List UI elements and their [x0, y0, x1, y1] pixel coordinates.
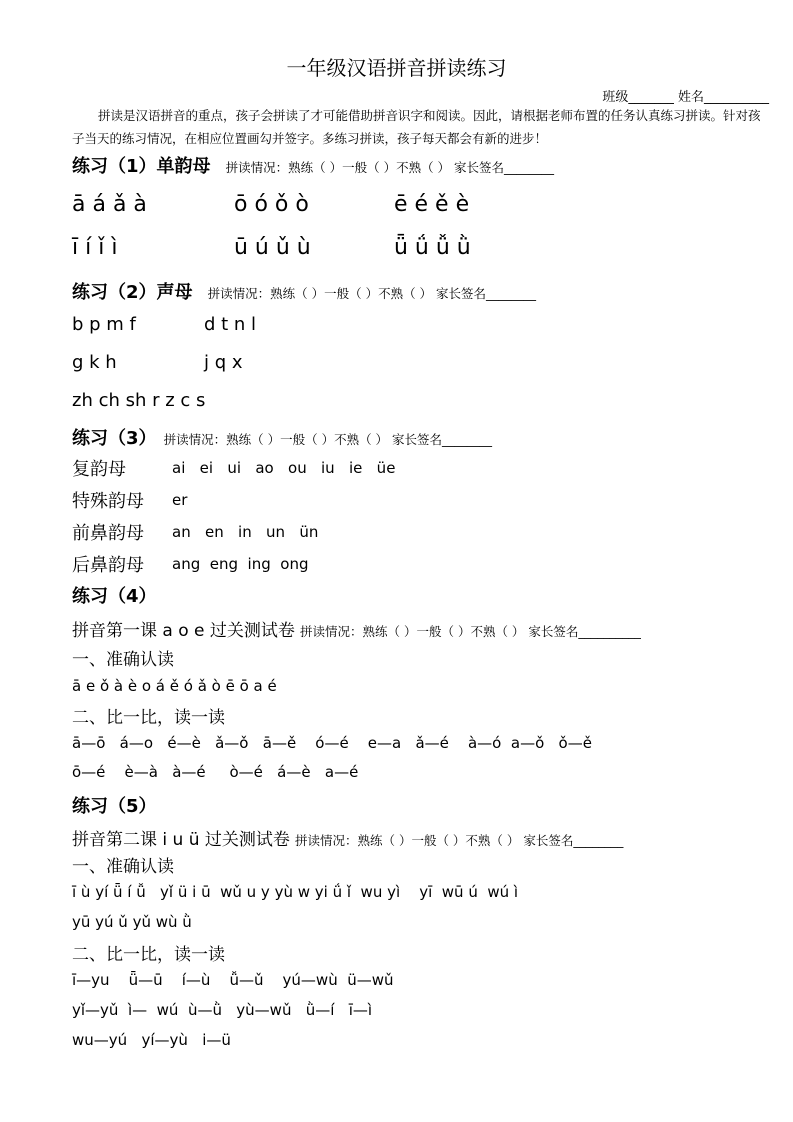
ex2-heading: 练习（2）声母: [72, 282, 193, 303]
ex1-row1-e: ē é ě è: [394, 192, 470, 217]
page-title: 一年级汉语拼音拼读练习: [286, 56, 507, 80]
ex5-part2-row1: ī—yu ǖ—ū í—ù ǚ—ǔ yú—wù ü—wǔ: [72, 971, 394, 989]
ex3-row-teshu-items: er: [172, 491, 188, 509]
intro-paragraph: 拼读是汉语拼音的重点，孩子会拼读了才可能借助拼音识字和阅读。因此，请根据老师布置的任务认真练习拼读。针对孩子当天的练习情况，在相应位置画勾并签字。多练习拼读，孩子每天都会有新的进步！: [72, 108, 761, 146]
ex3-row-houbi-label: 后鼻韵母: [72, 555, 144, 576]
ex4-test-line: [72, 616, 641, 641]
ex1-status[interactable]: 拼读情况：熟练（ ）一般（ ）不熟（ ） 家长签名________: [225, 160, 555, 175]
ex3-row-qianbi-label: 前鼻韵母: [72, 523, 144, 544]
ex4-part2-title: 二、比一比，读一读: [72, 708, 225, 728]
ex4-part2-row2: ō—é è—à à—é ò—é á—è a—é: [72, 763, 359, 781]
ex1-row1-o: ō ó ǒ ò: [234, 192, 309, 217]
ex5-part2-title: 二、比一比，读一读: [72, 945, 225, 965]
ex2-row1-b: d t n l: [204, 314, 257, 335]
ex2-row2-a: g k h: [72, 352, 117, 373]
ex1-row1-a: ā á ǎ à: [72, 192, 147, 217]
ex3-row-fuyunmu-label: 复韵母: [72, 459, 126, 480]
ex2-header: [72, 278, 536, 304]
ex3-row-houbi-items: ang eng ing ong: [172, 555, 309, 573]
ex5-part2-row3: wu—yú yí—yù i—ü: [72, 1031, 231, 1049]
ex4-part1-items: ā e ǒ à è o á ě ó ǎ ò ē ō a é: [72, 677, 277, 695]
ex4-part1-title: 一、准确认读: [72, 650, 174, 670]
ex2-row2-b: j q x: [204, 352, 243, 373]
ex3-row-qianbi-items: an en in un ün: [172, 523, 319, 541]
ex1-header: [72, 152, 554, 178]
ex3-header: [72, 424, 492, 450]
ex5-part2-row2: yǐ—yǔ ì— wú ù—ǜ yù—wǔ ǜ—í ī—ì: [72, 1001, 373, 1019]
ex4-test-title: 拼音第一课 a o e 过关测试卷: [72, 621, 295, 641]
ex1-row2-i: ī í ǐ ì: [72, 235, 118, 260]
ex2-row3: zh ch sh r z c s: [72, 390, 206, 411]
ex3-row-fuyunmu-items: ai ei ui ao ou iu ie üe: [172, 459, 396, 477]
ex2-status[interactable]: 拼读情况：熟练（ ）一般（ ）不熟（ ） 家长签名________: [207, 286, 537, 301]
ex5-part1-row1: ī ù yí ǖ í ǚ yǐ ü i ū wǔ u y yù w yi ǘ ǐ wu yì yī wū ú wú ì: [72, 883, 519, 901]
ex3-row-teshu-label: 特殊韵母: [72, 491, 144, 512]
ex5-test-title: 拼音第二课 i u ü 过关测试卷: [72, 830, 290, 850]
ex4-heading: 练习（4）: [72, 586, 157, 607]
ex5-heading: 练习（5）: [72, 796, 157, 817]
ex1-row2-u: ū ú ǔ ù: [234, 235, 311, 260]
class-name-line[interactable]: 班级_______ 姓名__________: [602, 90, 769, 105]
ex5-test-line: [72, 825, 623, 850]
ex2-row1-a: b p m f: [72, 314, 136, 335]
ex3-heading: 练习（3）: [72, 428, 157, 449]
ex4-part2-row1: ā—ō á—o é—è ǎ—ǒ ā—ě ó—é e—a ǎ—é à—ó a—ǒ ǒ—ě: [72, 734, 592, 752]
ex3-status[interactable]: 拼读情况：熟练（ ）一般（ ）不熟（ ） 家长签名________: [163, 432, 493, 447]
ex5-part1-title: 一、准确认读: [72, 857, 174, 877]
ex1-heading: 练习（1）单韵母: [72, 156, 211, 177]
ex5-status[interactable]: 拼读情况：熟练（ ）一般（ ）不熟（ ） 家长签名________: [294, 833, 624, 848]
ex5-part1-row2: yū yú ǔ yǔ wù ǜ: [72, 913, 192, 931]
ex1-row2-v: ǖ ǘ ǚ ǜ: [394, 235, 471, 260]
ex4-status[interactable]: 拼读情况：熟练（ ）一般（ ）不熟（ ） 家长签名__________: [300, 624, 641, 639]
